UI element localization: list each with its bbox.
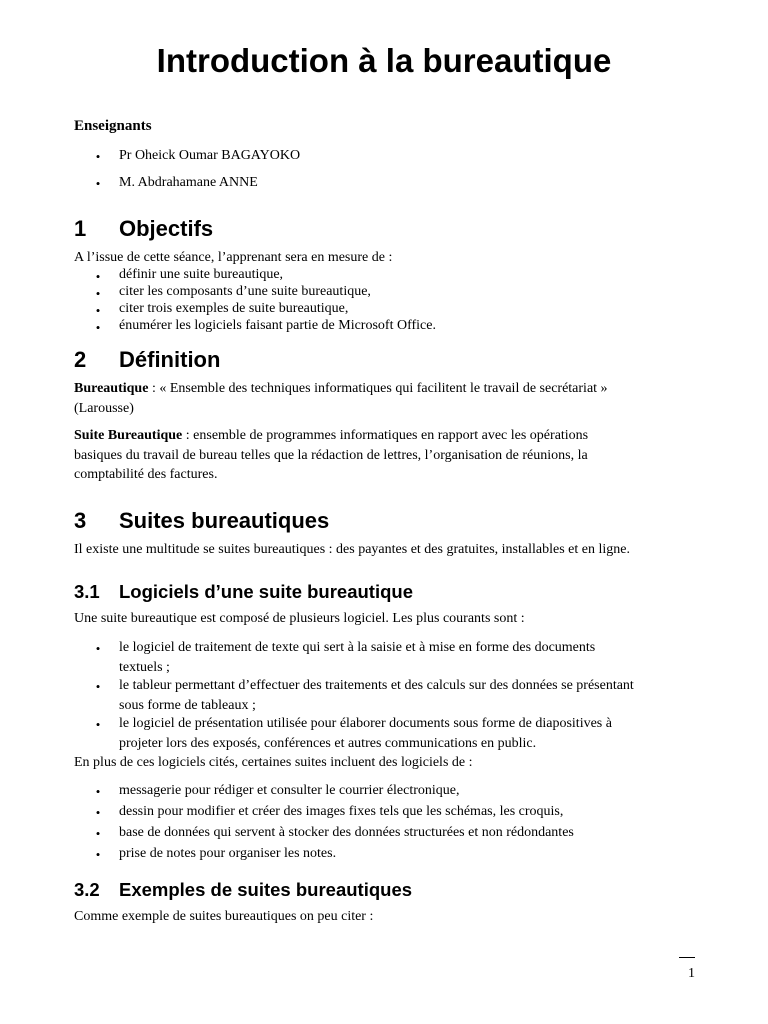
bullet: •	[95, 679, 101, 694]
section-number: 3.1	[74, 581, 100, 602]
teachers-heading: Enseignants	[74, 118, 152, 134]
section-title: Exemples de suites bureautiques	[119, 879, 413, 900]
bullet: •	[95, 320, 101, 335]
term: Suite Bureautique	[74, 428, 183, 443]
more-logiciel-item: prise de notes pour organiser les notes.	[119, 846, 337, 861]
teacher-item: Pr Oheick Oumar BAGAYOKO	[119, 148, 301, 163]
section-title: Logiciels d’une suite bureautique	[119, 581, 413, 602]
term: Bureautique	[74, 381, 149, 396]
page-number: 1	[688, 966, 695, 981]
subsection-heading-logiciels	[74, 579, 413, 605]
definition-suite	[74, 426, 588, 446]
objectif-item: citer les composants d’une suite bureautique,	[119, 284, 371, 299]
logiciel-item-cont: projeter lors des exposés, conférences et autres communications en public.	[119, 736, 537, 751]
objectif-item: définir une suite bureautique,	[119, 267, 284, 282]
section-heading-definition	[74, 345, 220, 375]
bullet: •	[95, 826, 101, 841]
bullet: •	[95, 717, 101, 732]
section-number: 1	[74, 216, 87, 241]
more-logiciel-item: dessin pour modifier et créer des images fixes tels que les schémas, les croquis,	[119, 804, 564, 819]
section-title: Définition	[119, 347, 221, 372]
more-logiciel-item: messagerie pour rédiger et consulter le courrier électronique,	[119, 783, 460, 798]
objectifs-intro: A l’issue de cette séance, l’apprenant sera en mesure de :	[74, 250, 393, 265]
exemples-intro: Comme exemple de suites bureautiques on peu citer :	[74, 909, 374, 924]
logiciel-item: le logiciel de traitement de texte qui sert à la saisie et à mise en forme des documents	[119, 640, 596, 655]
logiciel-item-cont: sous forme de tableaux ;	[119, 698, 256, 713]
logiciel-item-cont: textuels ;	[119, 660, 170, 675]
suites-intro: Il existe une multitude se suites bureautiques : des payantes et des gratuites, installables et en ligne.	[74, 542, 630, 557]
bullet: •	[95, 641, 101, 656]
definition-suite-line3: comptabilité des factures.	[74, 467, 218, 482]
section-number: 2	[74, 347, 87, 372]
section-heading-suites	[74, 506, 329, 536]
teacher-item: M. Abdrahamane ANNE	[119, 175, 258, 190]
section-title: Suites bureautiques	[119, 508, 330, 533]
definition-text: : ensemble de programmes informatiques en rapport avec les opérations	[182, 428, 589, 443]
section-number: 3	[74, 508, 87, 533]
definition-text: : « Ensemble des techniques informatiques qui facilitent le travail de secrétariat »	[148, 381, 608, 396]
page-number-rule	[679, 957, 695, 958]
section-heading-objectifs	[74, 214, 213, 244]
more-logiciels-intro: En plus de ces logiciels cités, certaines suites incluent des logiciels de :	[74, 755, 473, 770]
objectif-item: énumérer les logiciels faisant partie de Microsoft Office.	[119, 318, 436, 333]
logiciel-item: le logiciel de présentation utilisée pour élaborer documents sous forme de diapositives à	[119, 716, 612, 731]
bullet: •	[95, 847, 101, 862]
bullet: •	[95, 149, 101, 164]
section-number: 3.2	[74, 879, 100, 900]
definition-suite-line2: basiques du travail de bureau telles que la rédaction de lettres, l’organisation de réunions, la	[74, 448, 588, 463]
logiciels-intro: Une suite bureautique est composé de plusieurs logiciel. Les plus courants sont :	[74, 611, 525, 626]
more-logiciel-item: base de données qui servent à stocker des données structurées et non rédondantes	[119, 825, 574, 840]
definition-source: (Larousse)	[74, 401, 134, 416]
bullet: •	[95, 176, 101, 191]
document-title: Introduction à la bureautique	[156, 42, 612, 79]
logiciel-item: le tableur permettant d’effectuer des traitements et des calculs sur des données se présentant	[119, 678, 634, 693]
objectif-item: citer trois exemples de suite bureautique,	[119, 301, 349, 316]
bullet: •	[95, 269, 101, 284]
bullet: •	[95, 286, 101, 301]
bullet: •	[95, 303, 101, 318]
bullet: •	[95, 805, 101, 820]
bullet: •	[95, 784, 101, 799]
subsection-heading-exemples	[74, 877, 412, 903]
section-title: Objectifs	[119, 216, 214, 241]
definition-bureautique	[74, 379, 608, 399]
